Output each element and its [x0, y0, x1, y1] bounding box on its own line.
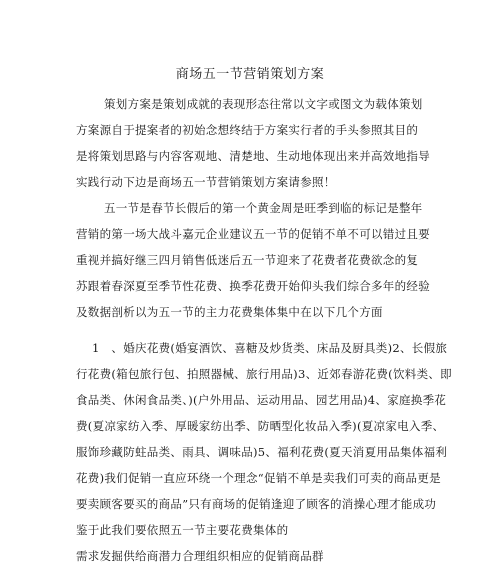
paragraph-3-line-2: 行花费(箱包旅行包、拍照器械、旅行用品)3、近郊春游花费(饮料类、即 — [76, 367, 452, 381]
paragraph-3-line-6: 花费)我们促销一直应环绕一个理念“促销不单是卖我们可卖的商品更是 — [76, 471, 441, 485]
paragraph-3-line-8: 鉴于此我们要依照五一节主要花费集体的 — [76, 523, 289, 537]
paragraph-2-line-3: 重视并搞好继三四月销售低迷后五一节迎来了花费者花费欲念的复 — [76, 253, 419, 267]
paragraph-2-line-4: 苏跟着春深夏至季节性花费、换季花费开始仰头我们综合多年的经验 — [76, 279, 430, 293]
paragraph-3-line-1: 1 、婚庆花费(婚宴酒饮、喜糖及炒货类、床品及厨具类)2、长假旅 — [92, 341, 448, 355]
paragraph-3-line-7: 要卖顾客要买的商品”只有商场的促销逢迎了顾客的消操心理才能成功 — [76, 497, 437, 511]
paragraph-3-line-3: 食品类、休闲食品类、)(户外用品、运动用品、园艺用品)4、家庭换季花 — [76, 393, 447, 407]
paragraph-3-line-5: 服饰珍藏防蛀品类、雨具、调味品)5、福利花费(夏天消夏用品集体福利 — [76, 445, 448, 459]
paragraph-1-line-4: 实践行动下边是商场五一节营销策划方案请参照！ — [76, 175, 336, 189]
paragraph-3-line-4: 费(夏凉家纺入季、厚暖家纺出季、防晒型化妆品入季)(夏凉家电入季、 — [76, 419, 445, 433]
paragraph-1-line-1: 策划方案是策划成就的表现形态往常以文字或图文为载体策划 — [104, 97, 423, 111]
paragraph-2-line-2: 营销的第一场大战斗嘉元企业建议五一节的促销不单不可以错过且要 — [76, 227, 430, 241]
paragraph-4-line-1: 需求发掘供给商潜力合理组织相应的促销商品群 — [76, 549, 324, 563]
paragraph-1-line-2: 方案源自于提案者的初始念想终结于方案实行者的手头参照其目的 — [76, 123, 419, 137]
paragraph-1-line-3: 是将策划思路与内容客观地、清楚地、生动地体现出来并高效地指导 — [76, 149, 430, 163]
document-title: 商场五一节营销策划方案 — [175, 67, 325, 82]
paragraph-2-line-5: 及数据剖析以为五一节的主力花费集体集中在以下几个方面 — [76, 305, 383, 319]
paragraph-2-line-1: 五一节是春节长假后的第一个黄金周是旺季到临的标记是整年 — [104, 201, 423, 215]
